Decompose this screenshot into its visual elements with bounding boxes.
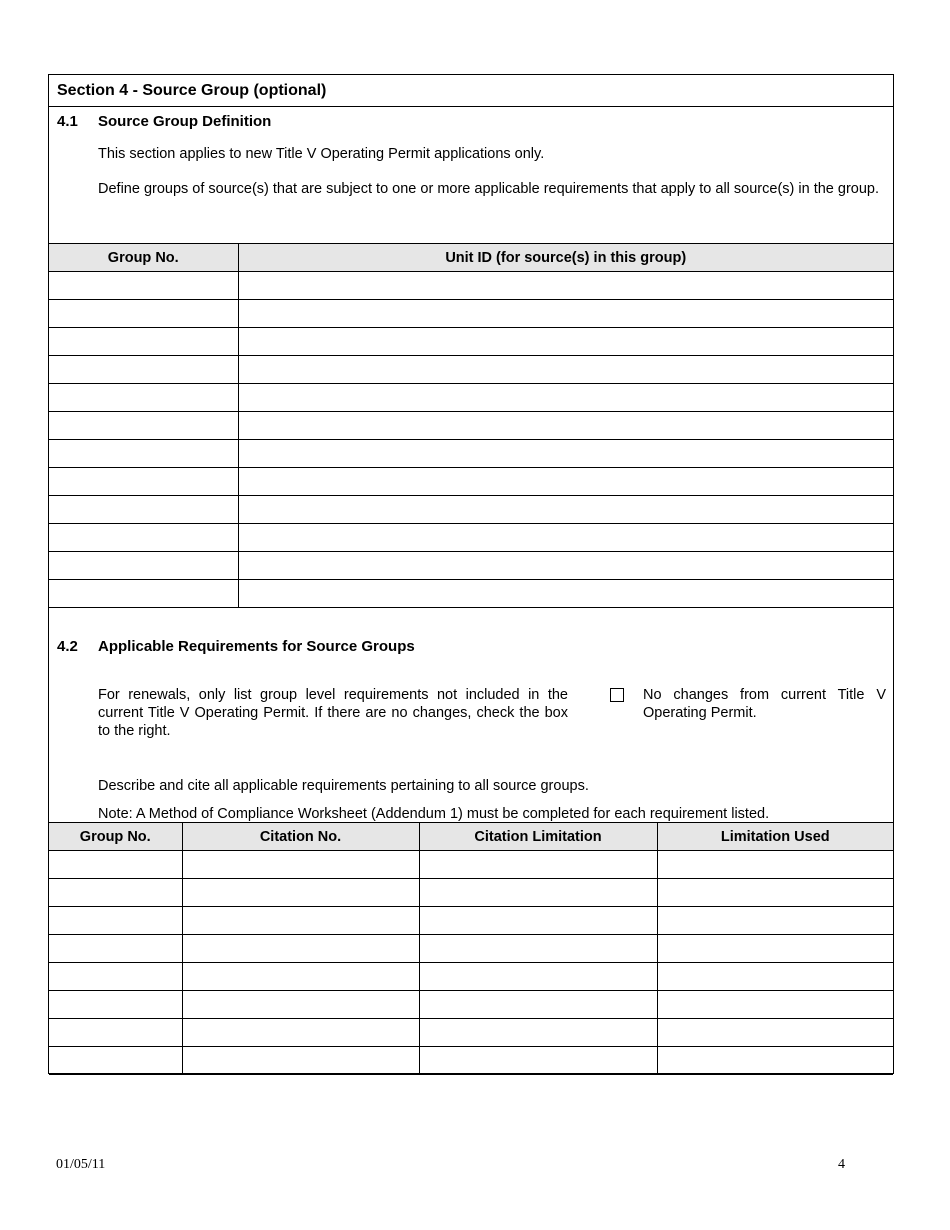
table-cell-input[interactable] (49, 879, 182, 907)
table-cell-input[interactable] (49, 328, 238, 356)
table-cell-input[interactable] (238, 412, 893, 440)
table-cell-input[interactable] (238, 272, 893, 300)
table-row (49, 580, 893, 608)
table-cell-input[interactable] (657, 879, 893, 907)
table-cell-input[interactable] (419, 851, 657, 879)
section-title: Section 4 - Source Group (optional) (49, 75, 893, 107)
subsection-title: Applicable Requirements for Source Groups (98, 638, 415, 655)
worksheet-note: Note: A Method of Compliance Worksheet (Addendum 1) must be completed for each requirement listed. (98, 806, 770, 822)
table-cell-input[interactable] (238, 552, 893, 580)
table-cell-input[interactable] (238, 580, 893, 608)
table-cell-input[interactable] (657, 907, 893, 935)
footer-page-number: 4 (838, 1157, 845, 1172)
column-header-unit-id: Unit ID (for source(s) in this group) (238, 244, 893, 272)
describe-instructions: Describe and cite all applicable requirements pertaining to all source groups. (98, 778, 589, 794)
table-cell-input[interactable] (419, 1047, 657, 1075)
table-cell-input[interactable] (238, 524, 893, 552)
renewal-instructions: For renewals, only list group level requirements not included in the current Title V Operating Permit. If there are no changes, check the box to the right. (98, 687, 568, 739)
table-cell-input[interactable] (182, 1047, 419, 1075)
table-cell-input[interactable] (419, 907, 657, 935)
table-row (49, 524, 893, 552)
table-cell-input[interactable] (657, 935, 893, 963)
table-cell-input[interactable] (49, 1047, 182, 1075)
table-cell-input[interactable] (419, 1019, 657, 1047)
table-cell-input[interactable] (49, 851, 182, 879)
table-cell-input[interactable] (49, 935, 182, 963)
table-cell-input[interactable] (657, 991, 893, 1019)
table-row (49, 356, 893, 384)
table-cell-input[interactable] (182, 907, 419, 935)
table-cell-input[interactable] (49, 496, 238, 524)
table-cell-input[interactable] (419, 963, 657, 991)
table-cell-input[interactable] (49, 580, 238, 608)
table-cell-input[interactable] (657, 963, 893, 991)
table-row (49, 879, 893, 907)
table-row (49, 300, 893, 328)
no-changes-label: No changes from current Title V Operating Permit. (643, 687, 886, 721)
table-cell-input[interactable] (49, 907, 182, 935)
table-cell-input[interactable] (419, 879, 657, 907)
table-cell-input[interactable] (49, 524, 238, 552)
table-cell-input[interactable] (657, 851, 893, 879)
column-header-limitation-used: Limitation Used (657, 823, 893, 851)
table-row (49, 384, 893, 412)
table-row (49, 552, 893, 580)
subsection-number: 4.2 (57, 638, 78, 655)
column-header-citation-limitation: Citation Limitation (419, 823, 657, 851)
table-row (49, 963, 893, 991)
table-cell-input[interactable] (419, 935, 657, 963)
table-row (49, 272, 893, 300)
subsection-number: 4.1 (57, 113, 78, 130)
source-group-table (49, 243, 893, 608)
table-cell-input[interactable] (49, 552, 238, 580)
table-cell-input[interactable] (657, 1019, 893, 1047)
form-frame (48, 74, 894, 1074)
table-cell-input[interactable] (49, 272, 238, 300)
column-header-group-no: Group No. (49, 244, 238, 272)
table-row (49, 1019, 893, 1047)
table-cell-input[interactable] (182, 963, 419, 991)
table-cell-input[interactable] (49, 963, 182, 991)
table-cell-input[interactable] (49, 1019, 182, 1047)
table-cell-input[interactable] (238, 300, 893, 328)
table-cell-input[interactable] (182, 851, 419, 879)
table-row (49, 468, 893, 496)
table-row (49, 496, 893, 524)
table-cell-input[interactable] (238, 440, 893, 468)
table-cell-input[interactable] (49, 468, 238, 496)
table-cell-input[interactable] (49, 356, 238, 384)
table-row (49, 440, 893, 468)
definition-instructions: Define groups of source(s) that are subject to one or more applicable requirements that apply to all source(s) in the group. (98, 181, 879, 197)
scope-note: This section applies to new Title V Operating Permit applications only. (98, 146, 545, 162)
table-cell-input[interactable] (49, 412, 238, 440)
table-row (49, 1047, 893, 1075)
footer-date: 01/05/11 (56, 1157, 106, 1172)
table-cell-input[interactable] (182, 879, 419, 907)
no-changes-checkbox[interactable] (610, 688, 624, 702)
table-cell-input[interactable] (182, 991, 419, 1019)
table-cell-input[interactable] (238, 468, 893, 496)
table-cell-input[interactable] (238, 356, 893, 384)
table-cell-input[interactable] (238, 328, 893, 356)
source-group-rows (49, 272, 893, 608)
table-row (49, 991, 893, 1019)
table-cell-input[interactable] (657, 1047, 893, 1075)
table-cell-input[interactable] (49, 384, 238, 412)
table-cell-input[interactable] (49, 440, 238, 468)
requirement-rows (49, 851, 893, 1075)
table-cell-input[interactable] (419, 991, 657, 1019)
table-cell-input[interactable] (238, 496, 893, 524)
subsection-title: Source Group Definition (98, 113, 272, 130)
table-cell-input[interactable] (182, 935, 419, 963)
table-row (49, 851, 893, 879)
table-cell-input[interactable] (182, 1019, 419, 1047)
column-header-group-no: Group No. (49, 823, 182, 851)
table-row (49, 328, 893, 356)
applicable-requirements-table (49, 822, 893, 1075)
table-row (49, 907, 893, 935)
table-row (49, 935, 893, 963)
column-header-citation-no: Citation No. (182, 823, 419, 851)
table-cell-input[interactable] (49, 991, 182, 1019)
table-cell-input[interactable] (238, 384, 893, 412)
table-row (49, 412, 893, 440)
table-cell-input[interactable] (49, 300, 238, 328)
